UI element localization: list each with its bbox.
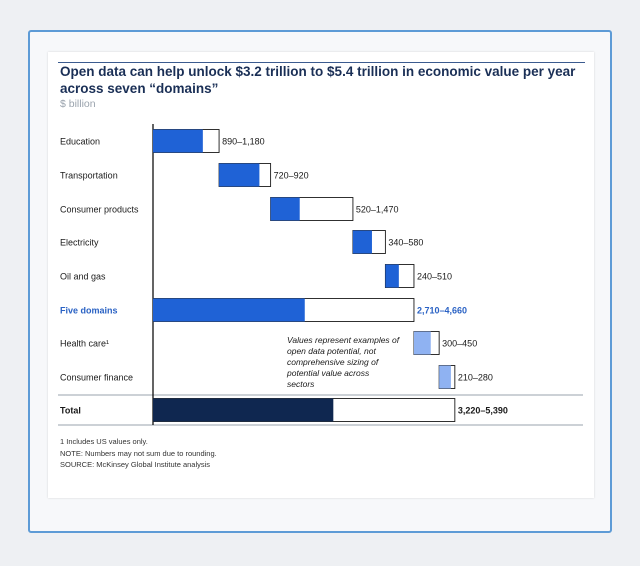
low-bar-consumer-products: [271, 198, 300, 221]
footnotes: [60, 436, 217, 471]
value-label-electricity: 340–580: [388, 237, 424, 248]
category-label-consumer-products: Consumer products: [60, 204, 139, 215]
category-label-total: Total: [60, 405, 81, 416]
value-label-consumer-finance: 210–280: [457, 372, 493, 383]
low-bar-education: [153, 130, 203, 153]
low-bar-electricity: [353, 231, 372, 254]
category-label-five-domains: Five domains: [60, 305, 118, 316]
category-label-electricity: Electricity: [60, 237, 99, 248]
low-bar-five-domains: [153, 299, 305, 322]
low-bar-consumer-finance: [439, 366, 451, 389]
category-label-oil-and-gas: Oil and gas: [60, 271, 106, 282]
footnote-1: 1 Includes US values only.: [60, 437, 148, 446]
chart-title: Open data can help unlock $3.2 trillion to $5.4 trillion in economic value per year across seven “domains”: [60, 64, 576, 96]
value-label-transportation: 720–920: [273, 170, 309, 181]
low-bar-total: [153, 399, 333, 422]
footnote-note: NOTE: Numbers may not sum due to rounding.: [60, 448, 217, 458]
value-label-education: 890–1,180: [222, 136, 265, 147]
low-bar-transportation: [219, 164, 259, 187]
value-label-total: 3,220–5,390: [457, 405, 508, 416]
chart-unit: $ billion: [60, 98, 96, 110]
category-label-health-care: Health care¹: [60, 338, 110, 349]
value-label-health-care: 300–450: [442, 338, 478, 349]
value-label-consumer-products: 520–1,470: [355, 204, 399, 215]
footnote-source: SOURCE: McKinsey Global Institute analysis: [60, 460, 211, 469]
low-bar-oil-and-gas: [385, 265, 398, 288]
category-label-transportation: Transportation: [60, 170, 118, 181]
value-label-five-domains: 2,710–4,660: [416, 305, 468, 316]
category-label-education: Education: [60, 136, 101, 147]
category-label-consumer-finance: Consumer finance: [60, 372, 134, 383]
low-bar-health-care: [414, 332, 431, 355]
value-label-oil-and-gas: 240–510: [416, 271, 453, 282]
chart-annotation: Values represent examples of open data potential, not comprehensive sizing of potential value across sectors: [287, 335, 400, 389]
